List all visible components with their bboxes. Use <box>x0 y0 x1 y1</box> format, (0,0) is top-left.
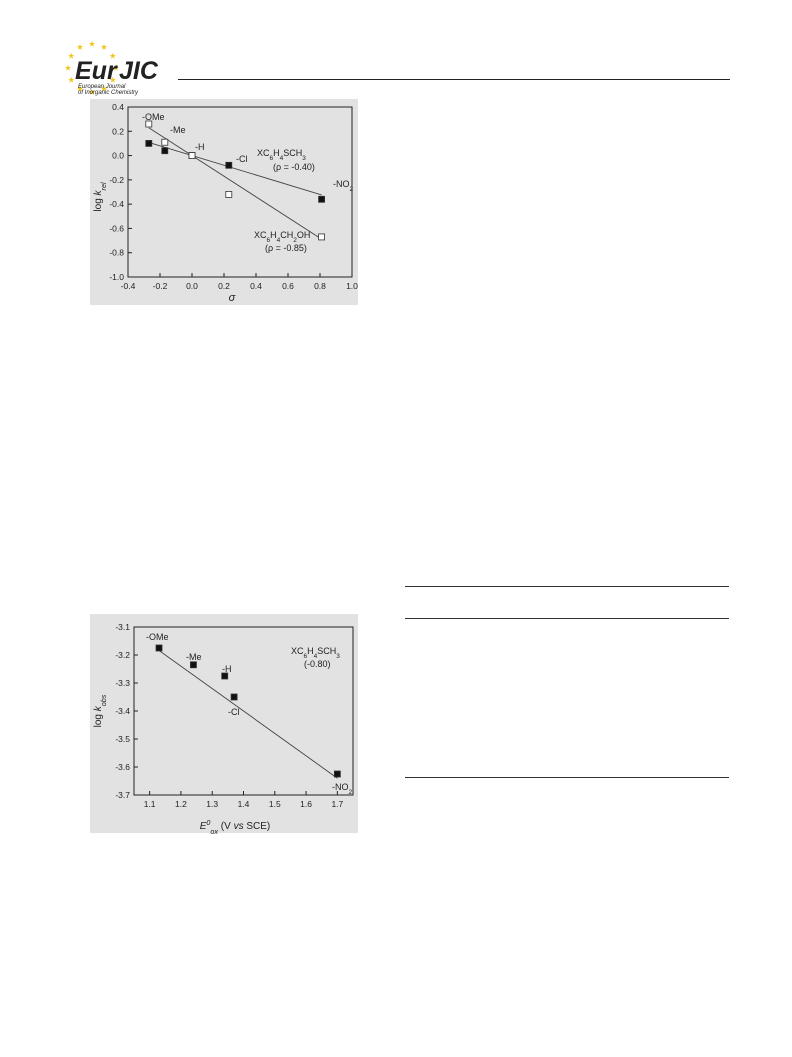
x-tick-label: 1.5 <box>268 799 281 809</box>
y-tick-label: -3.3 <box>115 678 130 688</box>
label-no2: $-NO_2$ <box>332 782 353 796</box>
y-tick-label: -0.4 <box>109 199 124 210</box>
label-me: -Me <box>170 125 186 135</box>
y-tick-label: 0.2 <box>112 126 124 137</box>
logo-star-icon <box>101 44 107 50</box>
data-point-open <box>189 153 195 159</box>
plot-frame <box>128 107 352 277</box>
logo-star-icon <box>65 65 71 71</box>
x-tick-label: 1.3 <box>206 799 219 809</box>
logo-star-icon <box>68 77 74 83</box>
data-point-open <box>226 191 232 197</box>
series1-value: (-0.80) <box>304 659 331 669</box>
data-point-filled <box>156 645 162 651</box>
label-h: -H <box>222 664 232 674</box>
x-axis-label: $E^0_{ox}$ (V vs SCE) <box>199 817 271 836</box>
fit-line <box>159 651 337 779</box>
series2-formula: $XC_6H_4CH_2OH$ <box>254 230 311 244</box>
x-tick-label: 1.4 <box>237 799 250 809</box>
series2-rho: (ρ = -0.85) <box>265 243 307 253</box>
x-tick-label: 1.2 <box>175 799 187 809</box>
y-tick-label: -3.6 <box>115 762 130 772</box>
label-ome: -OMe <box>142 112 165 122</box>
x-tick-label: -0.2 <box>152 281 168 291</box>
data-point-filled <box>146 140 152 146</box>
data-point-filled <box>162 148 168 154</box>
y-tick-label: -0.6 <box>109 223 124 234</box>
y-tick-label: -1.0 <box>109 272 124 282</box>
y-axis-label: $\log k_{obs}$ <box>93 694 108 728</box>
logo-star-icon <box>68 53 74 59</box>
logo-accent-text: JIC <box>119 57 158 85</box>
logo-star-icon <box>89 41 95 47</box>
label-cl: -Cl <box>236 154 248 164</box>
journal-logo <box>62 40 180 98</box>
y-tick-label: -3.1 <box>115 622 130 632</box>
series1-formula: $XC_6H_4SCH_3$ <box>257 148 306 162</box>
data-point-open <box>162 139 168 145</box>
fit-line <box>149 128 322 239</box>
label-ome: -OMe <box>146 632 169 642</box>
x-tick-label: 1.0 <box>346 281 358 291</box>
y-tick-label: -3.5 <box>115 734 130 744</box>
data-point-filled <box>226 162 232 168</box>
series1-rho: (ρ = -0.40) <box>273 162 315 172</box>
y-tick-label: -3.4 <box>115 706 130 716</box>
label-no2: $-NO_2$ <box>333 179 354 193</box>
table-header-rule <box>405 618 729 619</box>
x-tick-label: 0.4 <box>250 281 262 291</box>
x-tick-label: 0.0 <box>186 281 198 291</box>
y-tick-label: -0.8 <box>109 247 124 258</box>
data-point-filled <box>231 694 237 700</box>
x-tick-label: 0.2 <box>218 281 230 291</box>
hammett-plot <box>90 99 358 305</box>
table-bottom-rule <box>405 777 729 778</box>
oxidation-potential-plot-svg <box>90 614 358 836</box>
x-tick-label: 1.1 <box>143 799 156 809</box>
y-tick-label: -0.2 <box>109 174 124 185</box>
logo-main-text: Eur <box>75 57 117 85</box>
x-axis-label: σ <box>228 292 236 304</box>
series1-formula: $XC_6H_4SCH_3$ <box>291 646 340 660</box>
label-h: -H <box>195 142 205 152</box>
y-tick-label: 0.4 <box>112 102 124 112</box>
label-cl: -Cl <box>228 707 240 717</box>
header-rule <box>178 79 730 80</box>
x-tick-label: 0.8 <box>314 281 326 291</box>
y-tick-label: -3.7 <box>115 790 130 800</box>
data-point-filled <box>334 771 340 777</box>
x-tick-label: -0.4 <box>120 281 136 291</box>
table-top-rule <box>405 586 729 587</box>
x-tick-label: 1.7 <box>331 799 344 809</box>
y-tick-label: 0.0 <box>112 150 124 161</box>
hammett-plot-svg <box>90 99 358 305</box>
x-tick-label: 0.6 <box>282 281 294 291</box>
oxidation-potential-plot <box>90 614 358 836</box>
data-point-open <box>319 234 325 240</box>
y-tick-label: -3.2 <box>115 650 130 660</box>
label-me: -Me <box>186 652 202 662</box>
logo-star-icon <box>77 44 83 50</box>
logo-subtitle-2: of Inorganic Chemistry <box>78 90 139 96</box>
data-point-filled <box>190 662 196 668</box>
logo-subtitle-1: European Journal <box>78 84 126 90</box>
data-point-filled <box>319 196 325 202</box>
y-axis-label: $\log k_{rel}$ <box>93 182 108 212</box>
x-tick-label: 1.6 <box>300 799 312 809</box>
